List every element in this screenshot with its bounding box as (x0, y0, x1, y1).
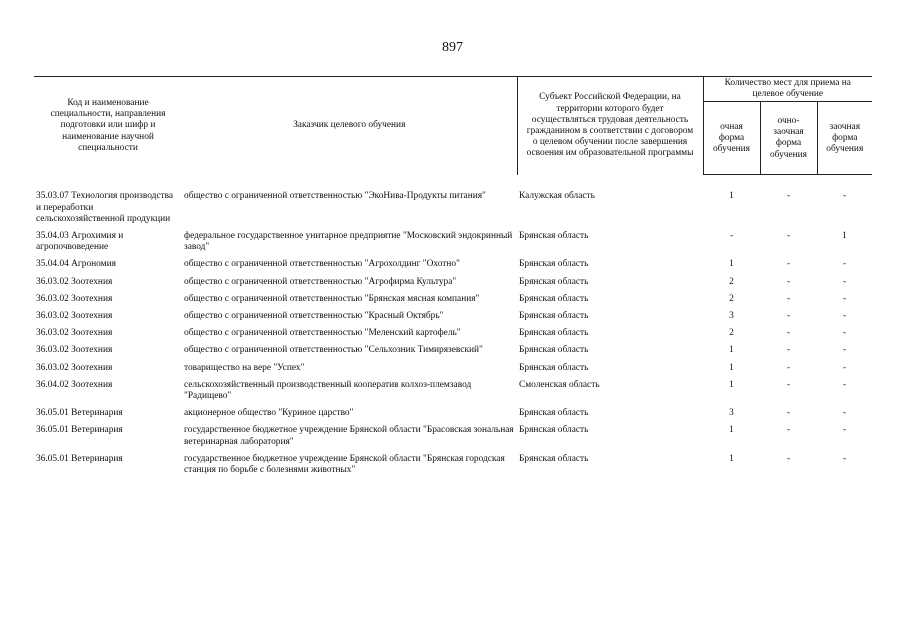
cell-full-time: 1 (729, 345, 734, 356)
table-row (34, 328, 872, 345)
table-row (34, 259, 872, 276)
cell-customer: товарищество на вере "Успех" (184, 362, 305, 373)
cell-customer: федеральное государственное унитарное предприятие "Московский эндокринный завод" (184, 231, 513, 253)
cell-full-time: 2 (729, 293, 734, 304)
cell-region: Смоленская область (519, 379, 600, 390)
cell-customer: общество с ограниченной ответственностью "Агрофирма Культура" (184, 276, 457, 287)
cell-code: 35.03.07 Технология производства и переработки сельскохозяйственной продукции (36, 191, 174, 224)
cell-region: Брянская область (519, 425, 589, 436)
cell-customer: общество с ограниченной ответственностью "Брянская мясная компания" (184, 293, 480, 304)
cell-region: Брянская область (519, 453, 589, 464)
cell-code: 36.03.02 Зоотехния (36, 328, 113, 339)
table-row (34, 311, 872, 328)
cell-full-time: 3 (729, 311, 734, 322)
header-code: Код и наименование специальности, направления подготовки или шифр и наименование научной специальности (34, 77, 182, 175)
cell-full-time: 1 (729, 191, 734, 202)
cell-part-time: - (786, 311, 791, 322)
cell-distance: - (842, 311, 847, 322)
cell-customer: государственное бюджетное учреждение Брянской области "Брасовская зональная ветеринарная лаборатория" (184, 425, 514, 447)
page-number: 897 (442, 40, 463, 55)
cell-code: 36.03.02 Зоотехния (36, 293, 113, 304)
target-training-table (34, 76, 872, 482)
table-row (34, 363, 872, 380)
cell-code: 35.04.04 Агрономия (36, 259, 116, 270)
cell-customer: общество с ограниченной ответственностью "ЭкоНива-Продукты питания" (184, 191, 486, 202)
cell-part-time: - (786, 293, 791, 304)
cell-region: Брянская область (519, 259, 589, 270)
cell-customer: сельскохозяйственный производственный кооператив колхоз-племзавод "Радищево" (184, 379, 472, 402)
cell-region: Брянская область (519, 408, 589, 419)
cell-code: 36.05.01 Ветеринария (36, 425, 123, 436)
cell-code: 36.05.01 Ветеринария (36, 408, 123, 419)
header-part-time: очно-заочная форма обучения (760, 102, 817, 175)
table-row (34, 294, 872, 311)
cell-full-time: 1 (729, 379, 734, 390)
table-row (34, 345, 872, 362)
cell-code: 36.03.02 Зоотехния (36, 362, 113, 373)
table-row (34, 380, 872, 408)
header-full-time: очная форма обучения (703, 102, 760, 175)
cell-region: Брянская область (519, 328, 589, 339)
cell-part-time: - (786, 425, 791, 436)
cell-full-time: 1 (729, 453, 734, 464)
cell-customer: общество с ограниченной ответственностью "Красный Октябрь" (184, 311, 444, 322)
cell-code: 36.04.02 Зоотехния (36, 379, 113, 390)
header-distance: заочная форма обучения (817, 102, 872, 175)
table-row (34, 408, 872, 425)
cell-distance: - (842, 453, 847, 464)
cell-part-time: - (786, 231, 791, 242)
cell-part-time: - (786, 453, 791, 464)
cell-full-time: - (729, 231, 734, 242)
cell-part-time: - (786, 345, 791, 356)
cell-distance: - (842, 379, 847, 390)
cell-distance: - (842, 328, 847, 339)
table-row (34, 277, 872, 294)
cell-code: 36.03.02 Зоотехния (36, 345, 113, 356)
cell-full-time: 2 (729, 276, 734, 287)
table-body (34, 175, 872, 482)
cell-distance: - (842, 276, 847, 287)
header-region: Субъект Российской Федерации, на территории которого будет осуществляться трудовая деятельность гражданином в соответствии с договором о целевом обучении после завершения освоения им образовательной программы (517, 77, 703, 175)
cell-part-time: - (786, 191, 791, 202)
cell-part-time: - (786, 328, 791, 339)
cell-customer: общество с ограниченной ответственностью "Сельхозник Тимирязевский" (184, 345, 483, 356)
cell-distance: - (842, 345, 847, 356)
cell-distance: - (842, 191, 847, 202)
cell-region: Брянская область (519, 293, 589, 304)
cell-region: Брянская область (519, 276, 589, 287)
table-row (34, 454, 872, 482)
cell-full-time: 1 (729, 259, 734, 270)
cell-code: 36.05.01 Ветеринария (36, 453, 123, 464)
cell-distance: - (842, 425, 847, 436)
cell-code: 36.03.02 Зоотехния (36, 311, 113, 322)
cell-part-time: - (786, 259, 791, 270)
cell-region: Брянская область (519, 231, 589, 242)
header-places: Количество мест для приема на целевое обучение (703, 77, 872, 102)
cell-distance: - (842, 408, 847, 419)
cell-full-time: 2 (729, 328, 734, 339)
cell-customer: государственное бюджетное учреждение Брянской области "Брянская городская станция по борьбе с болезнями животных" (184, 453, 505, 476)
cell-distance: - (842, 362, 847, 373)
table-row (34, 425, 872, 453)
cell-full-time: 3 (729, 408, 734, 419)
table-row (34, 231, 872, 259)
cell-part-time: - (786, 408, 791, 419)
cell-part-time: - (786, 362, 791, 373)
cell-distance: 1 (842, 231, 847, 242)
cell-part-time: - (786, 379, 791, 390)
header-customer: Заказчик целевого обучения (182, 77, 517, 175)
cell-region: Калужская область (519, 191, 595, 202)
cell-code: 36.03.02 Зоотехния (36, 276, 113, 287)
cell-customer: общество с ограниченной ответственностью "Агрохолдинг "Охотно" (184, 259, 460, 270)
cell-region: Брянская область (519, 311, 589, 322)
cell-distance: - (842, 293, 847, 304)
cell-region: Брянская область (519, 362, 589, 373)
cell-code: 35.04.03 Агрохимия и агропочвоведение (36, 231, 124, 253)
cell-part-time: - (786, 276, 791, 287)
table-row (34, 191, 872, 231)
cell-customer: акционерное общество "Куриное царство" (184, 408, 354, 419)
cell-full-time: 1 (729, 425, 734, 436)
cell-region: Брянская область (519, 345, 589, 356)
cell-full-time: 1 (729, 362, 734, 373)
cell-customer: общество с ограниченной ответственностью "Меленский картофель" (184, 328, 461, 339)
cell-distance: - (842, 259, 847, 270)
